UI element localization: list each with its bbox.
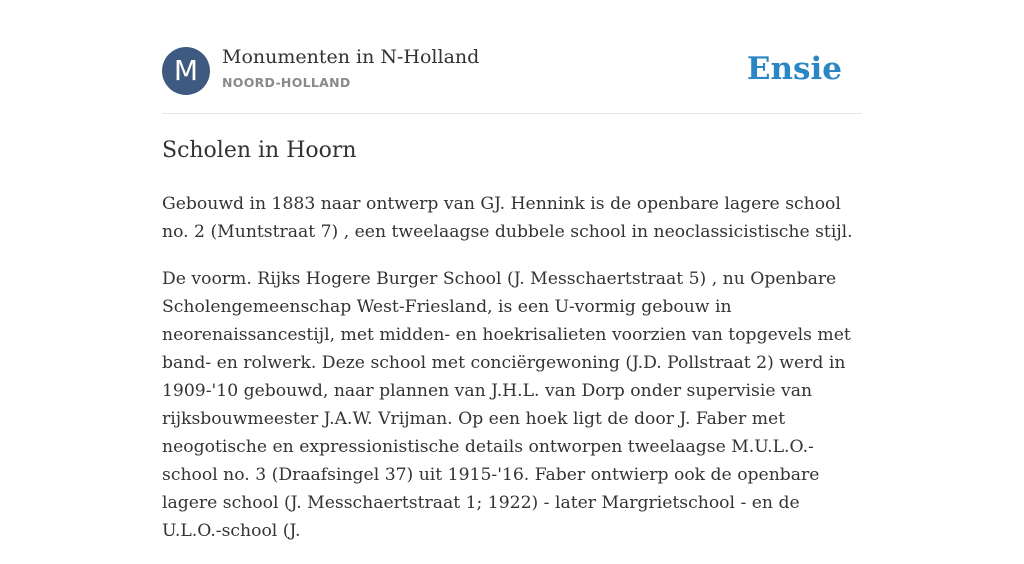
article-paragraph: De voorm. Rijks Hogere Burger School (J. Messchaertstraat 5) , nu Openbare Scholengemeenschap West-Friesland, is een U-vormig gebouw in neorenaissancestijl, met midden- en hoekrisalieten voorzien van topgevels met band- en rolwerk. Deze school met conciërgewoning (J.D. Pollstraat 2) werd in 1909-'10 gebouwd, naar plannen van J.H.L. van Dorp onder supervisie van rijksbouwmeester J.A.W. Vrijman. Op een hoek ligt de door J. Faber met neogotische en expressionistische details ontworpen tweelaagse M.U.L.O.-school no. 3 (Draafsingel 37) uit 1915-'16. Faber ontwierp ook de openbare lagere school (J. Messchaertstraat 1; 1922) - later Margrietschool - en de U.L.O.-school (J. (162, 269, 851, 541)
avatar[interactable]: M (162, 47, 210, 95)
header (162, 46, 862, 96)
article-body (162, 190, 862, 564)
article-title: Scholen in Hoorn (162, 138, 357, 163)
source-subtitle: NOORD-HOLLAND (222, 75, 351, 90)
header-divider (162, 113, 862, 114)
ensie-logo[interactable]: Ensie (746, 51, 842, 87)
source-name-link[interactable]: Monumenten in N-Holland (222, 46, 480, 68)
article-paragraph: Gebouwd in 1883 naar ontwerp van GJ. Hennink is de openbare lagere school no. 2 (Muntstraat 7) , een tweelaagse dubbele school in neoclassicistische stijl. (162, 194, 853, 242)
